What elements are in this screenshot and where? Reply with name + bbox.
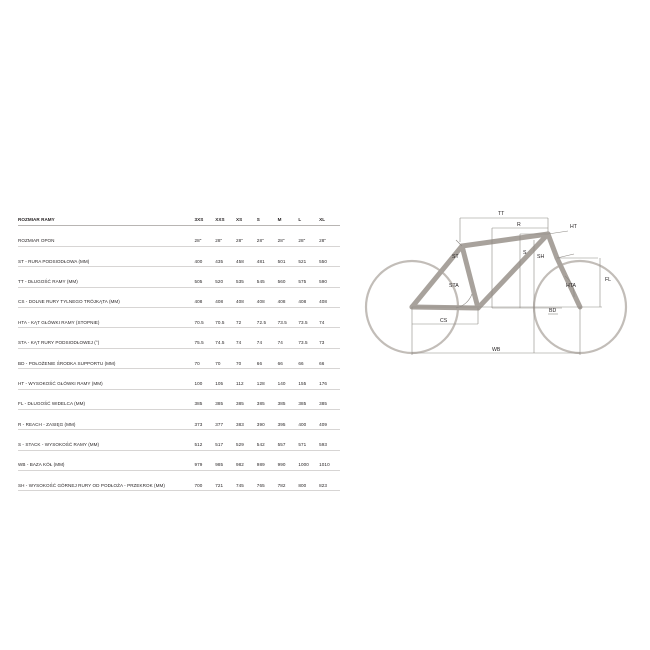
cell: 28" <box>256 238 264 244</box>
row-label: ROZMIAR OPON <box>18 238 55 244</box>
cell: 73 <box>319 340 325 346</box>
cell: 408 <box>298 299 307 305</box>
cell: 140 <box>277 380 286 386</box>
cell: 542 <box>256 442 265 448</box>
cell: 400 <box>298 421 307 427</box>
cell: 385 <box>194 401 203 407</box>
label-sh: SH <box>537 254 545 260</box>
cell: 390 <box>256 421 265 427</box>
row-label: CS - DOLNE RURY TYLNEGO TRÓJKĄTA (MM) <box>18 299 120 305</box>
geometry-table <box>18 205 340 491</box>
cell: 28" <box>236 238 244 244</box>
cell: 28" <box>215 238 223 244</box>
cell: 512 <box>194 442 203 448</box>
table-row <box>18 369 340 389</box>
table-row <box>18 430 340 450</box>
cell: 557 <box>277 442 286 448</box>
cell: 385 <box>236 401 244 407</box>
cell: 700 <box>194 482 203 488</box>
cell: 74.5 <box>215 340 225 346</box>
table-row <box>18 409 340 429</box>
cell: 28" <box>298 238 306 244</box>
row-label: SH - WYSOKOŚĆ GÓRNEJ RURY OD PODŁOŻA - PRZEKROK (MM) <box>18 482 165 488</box>
cell: 535 <box>236 278 244 284</box>
cell: 575 <box>298 278 307 284</box>
cell: 75.5 <box>194 340 204 346</box>
cell: 571 <box>298 442 307 448</box>
row-label: TT - DŁUGOŚĆ RAMY (MM) <box>18 278 78 284</box>
cell: 408 <box>277 299 286 305</box>
header-size-s: S <box>256 216 260 222</box>
table-body <box>18 226 340 491</box>
cell: 481 <box>256 258 265 264</box>
cell: 520 <box>215 278 224 284</box>
cell: 408 <box>256 299 265 305</box>
cell: 155 <box>298 380 307 386</box>
cell: 66 <box>277 360 283 366</box>
table-row <box>18 226 340 246</box>
cell: 66 <box>256 360 263 366</box>
cell: 989 <box>256 462 265 468</box>
cell: 373 <box>194 421 203 427</box>
cell: 70.5 <box>215 319 225 325</box>
cell: 70 <box>236 360 242 366</box>
row-label: FL - DŁUGOŚĆ WIDELCA (MM) <box>18 401 86 407</box>
cell: 985 <box>215 462 224 468</box>
table-row <box>18 450 340 470</box>
cell: 377 <box>215 421 224 427</box>
cell: 979 <box>194 462 203 468</box>
cell: 176 <box>319 380 328 386</box>
cell: 66 <box>319 360 325 366</box>
cell: 28" <box>277 238 285 244</box>
header-size-m: M <box>277 216 282 222</box>
row-label: HT - WYSOKOŚĆ GŁÓWKI RAMY (MM) <box>18 380 103 386</box>
table-row <box>18 471 340 491</box>
cell: 73.5 <box>277 319 287 325</box>
label-st: ST <box>452 254 459 260</box>
label-sta: STA <box>449 283 459 289</box>
frame-tubes <box>412 234 580 308</box>
cell: 72.5 <box>256 319 267 325</box>
cell: 765 <box>256 482 265 488</box>
cell: 70 <box>215 360 221 366</box>
row-label: WB - BAZA KÓŁ (MM) <box>18 462 65 468</box>
header-size-3xs: 3XS <box>194 216 204 222</box>
header-frame-size: ROZMIAR RAMY <box>18 216 55 222</box>
label-bd: BD <box>549 308 557 314</box>
cell: 74 <box>277 340 283 346</box>
cell: 590 <box>319 278 328 284</box>
label-r: R <box>517 222 521 228</box>
cell: 385 <box>256 401 265 407</box>
label-hta: HTA <box>566 283 576 289</box>
table-row <box>18 267 340 287</box>
cell: 385 <box>319 401 328 407</box>
cell: 385 <box>215 401 224 407</box>
cell: 505 <box>194 278 203 284</box>
cell: 408 <box>215 299 224 305</box>
cell: 70.5 <box>194 319 204 325</box>
header-size-xl: XL <box>319 216 326 222</box>
cell: 550 <box>319 258 328 264</box>
table-row <box>18 328 340 348</box>
cell: 458 <box>236 258 244 264</box>
cell: 435 <box>215 258 224 264</box>
row-label: STA - KĄT RURY PODSIODŁOWEJ (°) <box>18 340 100 346</box>
header-size-xs: XS <box>236 216 243 222</box>
cell: 782 <box>277 482 286 488</box>
cell: 593 <box>319 442 328 448</box>
cell: 395 <box>277 421 286 427</box>
cell: 128 <box>256 380 265 386</box>
cell: 74 <box>256 340 263 346</box>
table-row <box>18 307 340 327</box>
cell: 800 <box>298 482 307 488</box>
label-wb: WB <box>492 347 501 353</box>
cell: 72 <box>236 319 242 325</box>
cell: 560 <box>277 278 286 284</box>
table-row <box>18 389 340 409</box>
cell: 1010 <box>319 462 330 468</box>
header-size-xxs: XXS <box>215 216 225 222</box>
table-row <box>18 348 340 368</box>
cell: 383 <box>236 421 244 427</box>
cell: 73.5 <box>298 340 308 346</box>
cell: 1000 <box>298 462 309 468</box>
row-label: ST - RURA PODSIODŁOWA (MM) <box>18 258 90 264</box>
cell: 66 <box>298 360 304 366</box>
cell: 721 <box>215 482 224 488</box>
cell: 112 <box>236 380 244 386</box>
cell: 73.5 <box>298 319 308 325</box>
cell: 100 <box>194 380 203 386</box>
row-label: BD - POŁOŻENIE ŚRODKA SUPPORTU (MM) <box>18 360 116 366</box>
table-header <box>18 205 340 226</box>
cell: 517 <box>215 442 224 448</box>
table-row <box>18 287 340 307</box>
cell: 408 <box>319 299 328 305</box>
cell: 545 <box>256 278 265 284</box>
cell: 385 <box>277 401 286 407</box>
cell: 28" <box>319 238 327 244</box>
cell: 521 <box>298 258 307 264</box>
cell: 28" <box>194 238 202 244</box>
label-s: S <box>523 250 527 256</box>
cell: 409 <box>319 421 328 427</box>
label-cs: CS <box>440 318 448 324</box>
cell: 408 <box>194 299 203 305</box>
cell: 400 <box>194 258 203 264</box>
table-row <box>18 246 340 266</box>
cell: 745 <box>236 482 244 488</box>
cell: 70 <box>194 360 200 366</box>
cell: 501 <box>277 258 286 264</box>
header-size-l: L <box>298 216 302 222</box>
label-tt: TT <box>498 211 505 217</box>
table-header-row <box>18 205 340 226</box>
label-ht: HT <box>570 224 577 230</box>
cell: 982 <box>236 462 244 468</box>
cell: 74 <box>319 319 325 325</box>
row-label: S - STACK - WYSOKOŚĆ RAMY (MM) <box>18 442 100 448</box>
bicycle-geometry-diagram <box>352 196 638 366</box>
cell: 74 <box>236 340 242 346</box>
row-label: HTA - KĄT GŁÓWKI RAMY (STOPNIE) <box>18 319 100 325</box>
cell: 385 <box>298 401 307 407</box>
cell: 529 <box>236 442 244 448</box>
row-label: R - REACH - ZASIĘG (MM) <box>18 421 76 427</box>
cell: 105 <box>215 380 224 386</box>
cell: 408 <box>236 299 244 305</box>
label-fl: FL <box>605 277 612 283</box>
cell: 990 <box>277 462 286 468</box>
cell: 823 <box>319 482 328 488</box>
